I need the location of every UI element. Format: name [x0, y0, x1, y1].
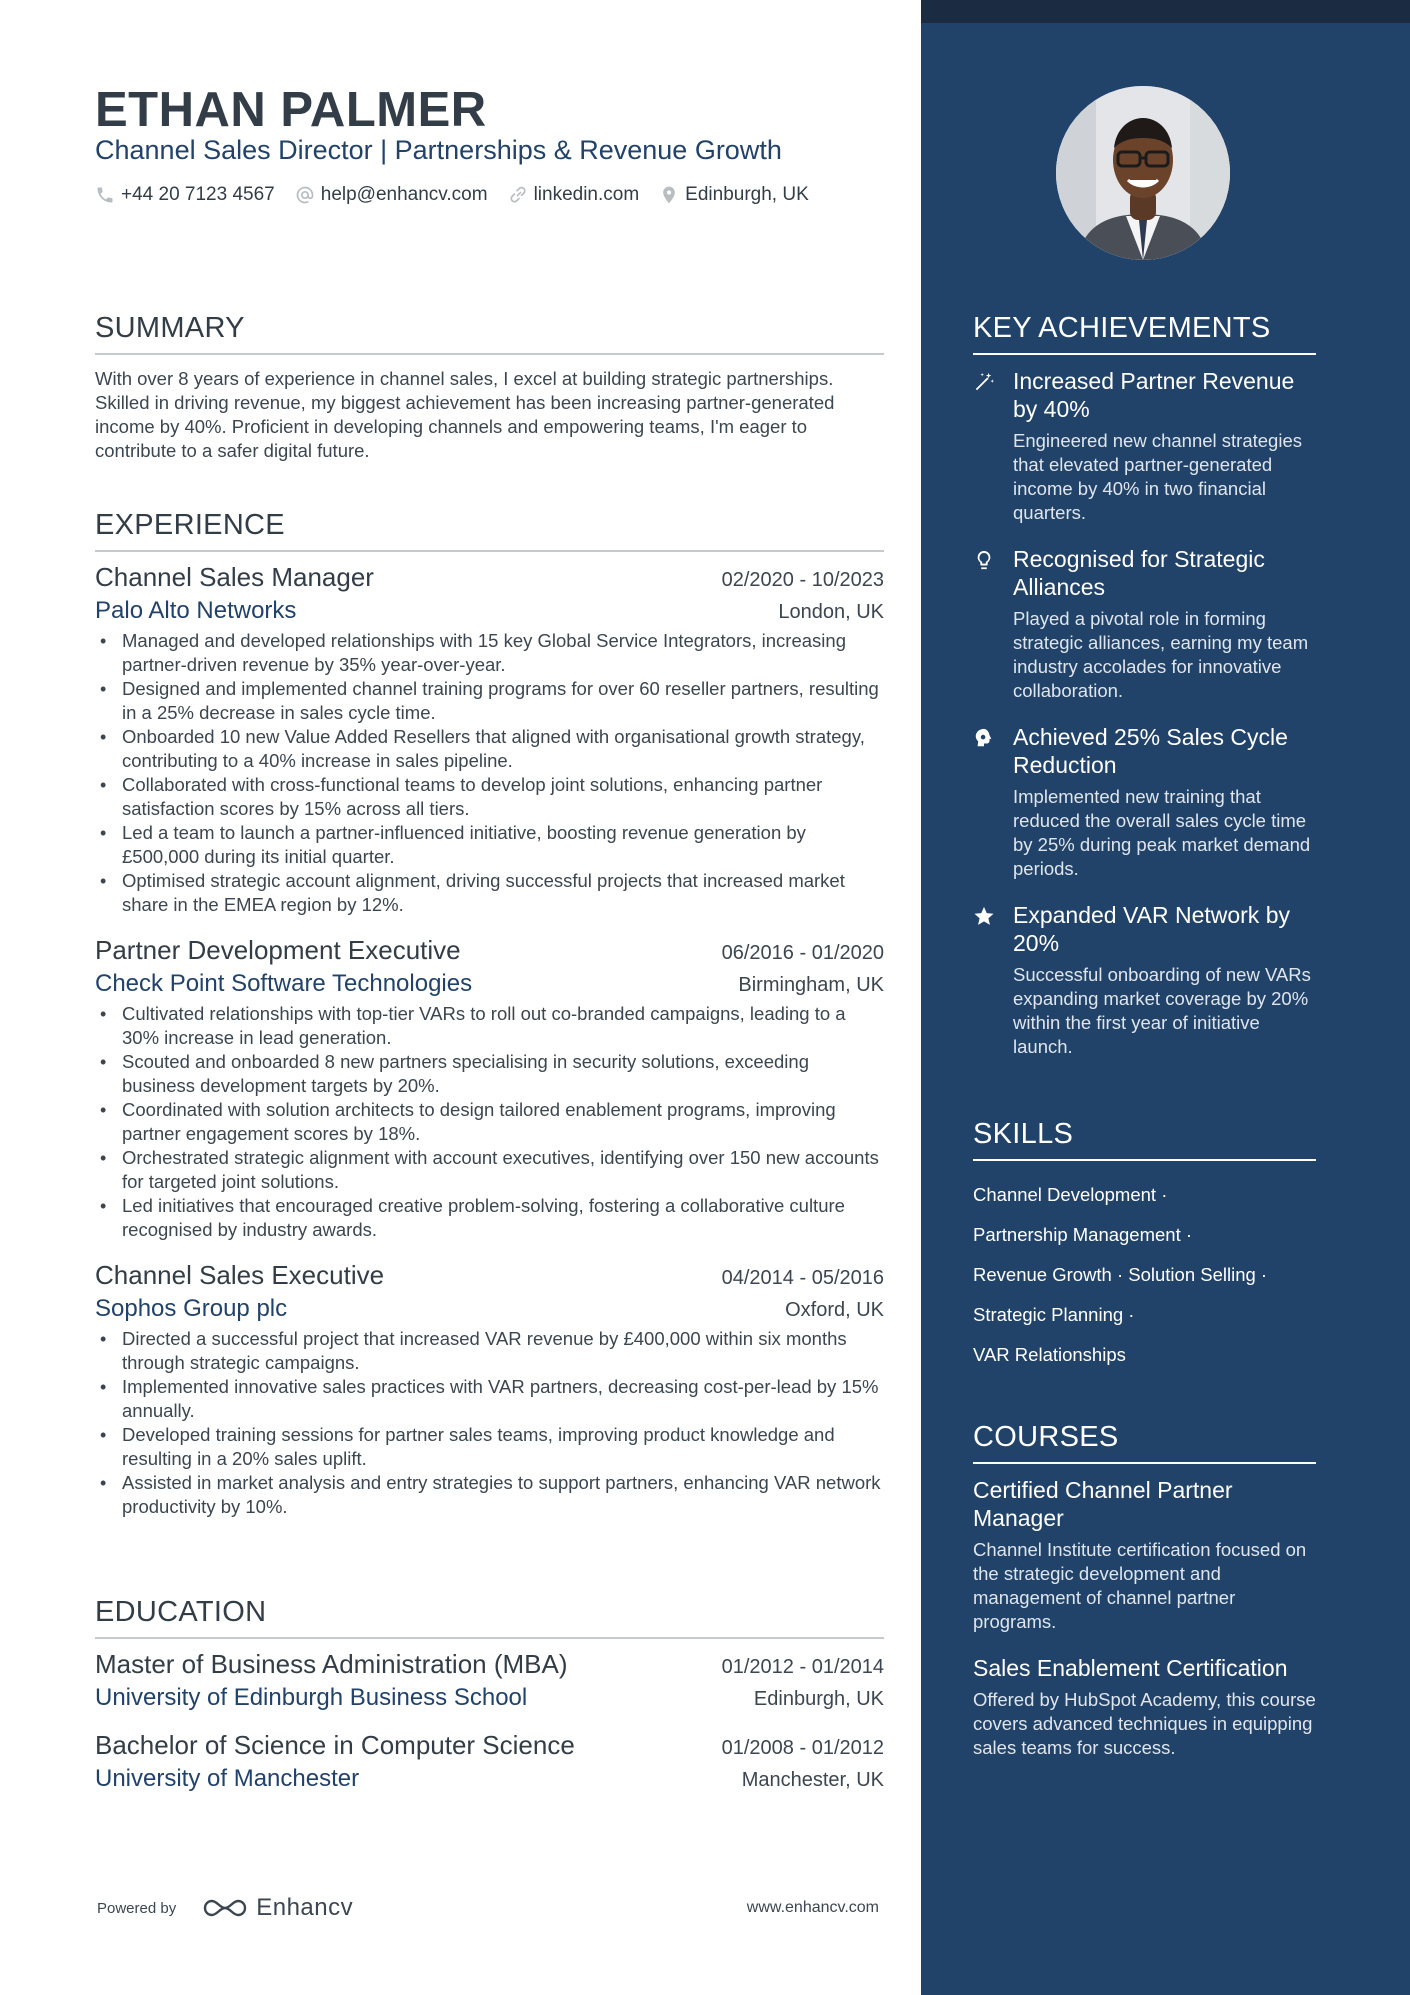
job-title: Channel Sales Manager — [95, 562, 374, 592]
skill-line: Revenue Growth · Solution Selling · — [973, 1264, 1268, 1285]
degree-title: Master of Business Administration (MBA) — [95, 1649, 568, 1679]
summary-heading: SUMMARY — [95, 312, 884, 355]
job-entry — [95, 562, 884, 917]
achievement-item — [973, 545, 1316, 703]
sidebar-column — [921, 0, 1410, 1995]
skills-list — [973, 1175, 1316, 1375]
school-location: Edinburgh, UK — [753, 1688, 884, 1710]
job-location: Oxford, UK — [785, 1299, 884, 1321]
summary-section — [95, 312, 884, 463]
link-icon — [508, 185, 528, 205]
skills-heading: SKILLS — [973, 1118, 1316, 1161]
courses-section — [973, 1421, 1316, 1760]
education-section — [95, 1596, 884, 1793]
contact-bar — [95, 184, 809, 206]
job-bullet: • Scouted and onboarded 8 new partners specialising in security solutions, exceeding business development targets by 20%. — [95, 1050, 884, 1098]
experience-heading: EXPERIENCE — [95, 509, 884, 552]
education-dates: 01/2012 - 01/2014 — [721, 1656, 884, 1678]
course-title: Certified Channel Partner Manager — [973, 1477, 1233, 1531]
person-avatar-icon — [1056, 86, 1230, 260]
achievements-section — [973, 312, 1316, 1059]
achievement-title: Achieved 25% Sales Cycle Reduction — [1013, 724, 1288, 778]
job-entry — [95, 1260, 884, 1519]
job-bullet: • Implemented innovative sales practices with VAR partners, decreasing cost-per-lead by 15% annually. — [95, 1375, 884, 1423]
job-company: Sophos Group plc — [95, 1295, 288, 1322]
contact-phone[interactable] — [95, 184, 275, 206]
achievement-item — [973, 901, 1316, 1059]
achievement-description: Engineered new channel strategies that elevated partner-generated income by 40% in two financial quarters. — [1013, 430, 1302, 523]
course-description: Channel Institute certification focused on the strategic development and management of channel partner programs. — [973, 1539, 1307, 1632]
enhancv-logo-icon — [202, 1896, 248, 1920]
location-pin-icon — [659, 185, 679, 205]
achievements-heading: KEY ACHIEVEMENTS — [973, 312, 1316, 355]
achievement-item — [973, 723, 1316, 881]
powered-by-label: Powered by — [97, 1899, 177, 1917]
achievement-item — [973, 367, 1316, 525]
job-company: Palo Alto Networks — [95, 597, 297, 624]
brand-logo[interactable] — [202, 1894, 353, 1922]
candidate-headline: Channel Sales Director | Partnerships & Revenue Growth — [95, 135, 782, 165]
education-entry — [95, 1730, 884, 1793]
job-bullet: • Developed training sessions for partner sales teams, improving product knowledge and resulting in a 20% sales uplift. — [95, 1423, 884, 1471]
job-bullet: • Onboarded 10 new Value Added Resellers that aligned with organisational growth strategy, contributing to a 40% increase in sales pipeline. — [95, 725, 884, 773]
contact-location-text: Edinburgh, UK — [685, 184, 809, 205]
achievement-title: Increased Partner Revenue by 40% — [1013, 368, 1295, 422]
experience-section — [95, 509, 884, 1519]
skills-section — [973, 1118, 1316, 1375]
job-bullet: • Led initiatives that encouraged creative problem-solving, fostering a collaborative culture recognised by industry awards. — [95, 1194, 884, 1242]
job-bullet: • Directed a successful project that increased VAR revenue by £400,000 within six months through strategic campaigns. — [95, 1327, 884, 1375]
skill-line: VAR Relationships — [973, 1344, 1126, 1365]
job-location: Birmingham, UK — [738, 974, 884, 996]
achievement-description: Implemented new training that reduced the overall sales cycle time by 25% during peak market demand periods. — [1013, 786, 1311, 879]
contact-linkedin[interactable] — [508, 184, 640, 206]
sidebar-top-band — [921, 0, 1410, 23]
contact-phone-text: +44 20 7123 4567 — [121, 184, 275, 205]
course-title: Sales Enablement Certification — [973, 1655, 1288, 1681]
school-name: University of Manchester — [95, 1765, 360, 1792]
job-dates: 02/2020 - 10/2023 — [721, 569, 884, 591]
school-location: Manchester, UK — [741, 1769, 884, 1791]
footer — [97, 1894, 879, 1922]
job-dates: 04/2014 - 05/2016 — [721, 1267, 884, 1289]
course-item — [973, 1476, 1316, 1634]
school-name: University of Edinburgh Business School — [95, 1684, 528, 1711]
contact-linkedin-text: linkedin.com — [533, 184, 640, 205]
education-entry — [95, 1649, 884, 1712]
job-bullet: • Managed and developed relationships with 15 key Global Service Integrators, increasing partner-driven revenue by 35% year-over-year. — [95, 629, 884, 677]
course-description: Offered by HubSpot Academy, this course covers advanced techniques in equipping sales teams for success. — [973, 1689, 1316, 1758]
job-bullet: • Assisted in market analysis and entry strategies to support partners, enhancing VAR network productivity by 10%. — [95, 1471, 884, 1519]
job-entry — [95, 935, 884, 1242]
job-location: London, UK — [778, 601, 884, 623]
achievement-title: Expanded VAR Network by 20% — [1013, 902, 1290, 956]
at-icon — [295, 185, 315, 205]
contact-location — [659, 184, 809, 206]
job-title: Partner Development Executive — [95, 935, 461, 965]
job-bullet: • Optimised strategic account alignment, driving successful projects that increased market share in the EMEA region by 12%. — [95, 869, 884, 917]
education-heading: EDUCATION — [95, 1596, 884, 1639]
skill-line: Partnership Management · — [973, 1224, 1193, 1245]
brain-icon — [973, 727, 995, 749]
job-bullets — [95, 1327, 884, 1519]
contact-email-text: help@enhancv.com — [320, 184, 488, 205]
job-company: Check Point Software Technologies — [95, 970, 473, 997]
summary-text: With over 8 years of experience in channel sales, I excel at building strategic partnerships. Skilled in driving revenue, my biggest achievement has been increasing partner-generated income by 40%. Proficient in developing channels and empowering teams, I'm eager to contribute to a safer digital future. — [95, 368, 835, 461]
achievement-description: Played a pivotal role in forming strategic alliances, earning my team industry accolades for innovative collaboration. — [1013, 608, 1309, 701]
magic-wand-icon — [973, 371, 995, 393]
profile-photo — [1056, 86, 1230, 260]
star-icon — [973, 905, 995, 927]
job-dates: 06/2016 - 01/2020 — [721, 942, 884, 964]
achievement-title: Recognised for Strategic Alliances — [1013, 546, 1265, 600]
skill-line: Channel Development · — [973, 1184, 1168, 1205]
job-bullet: • Orchestrated strategic alignment with account executives, identifying over 150 new accounts for targeted joint solutions. — [95, 1146, 884, 1194]
job-bullet: • Collaborated with cross-functional teams to develop joint solutions, enhancing partner satisfaction scores by 15% across all tiers. — [95, 773, 884, 821]
lightbulb-icon — [973, 549, 995, 571]
contact-email[interactable] — [295, 184, 488, 206]
job-bullets — [95, 629, 884, 917]
course-item — [973, 1654, 1316, 1760]
job-bullet: • Led a team to launch a partner-influenced initiative, boosting revenue generation by £500,000 during its initial quarter. — [95, 821, 884, 869]
courses-heading: COURSES — [973, 1421, 1316, 1464]
education-dates: 01/2008 - 01/2012 — [721, 1737, 884, 1759]
footer-website[interactable]: www.enhancv.com — [746, 1899, 879, 1916]
degree-title: Bachelor of Science in Computer Science — [95, 1730, 575, 1760]
job-bullet: • Cultivated relationships with top-tier VARs to roll out co-branded campaigns, leading to a 30% increase in lead generation. — [95, 1002, 884, 1050]
job-bullet: • Coordinated with solution architects to design tailored enablement programs, improving partner engagement scores by 18%. — [95, 1098, 884, 1146]
candidate-name: ETHAN PALMER — [95, 83, 487, 137]
achievement-description: Successful onboarding of new VARs expanding market coverage by 20% within the first year of initiative launch. — [1013, 964, 1311, 1057]
job-title: Channel Sales Executive — [95, 1260, 385, 1290]
brand-name: Enhancv — [256, 1894, 354, 1921]
phone-icon — [95, 185, 115, 205]
job-bullet: • Designed and implemented channel training programs for over 60 reseller partners, resulting in a 25% decrease in sales cycle time. — [95, 677, 884, 725]
skill-line: Strategic Planning · — [973, 1304, 1135, 1325]
powered-by — [97, 1894, 353, 1922]
job-bullets — [95, 1002, 884, 1242]
